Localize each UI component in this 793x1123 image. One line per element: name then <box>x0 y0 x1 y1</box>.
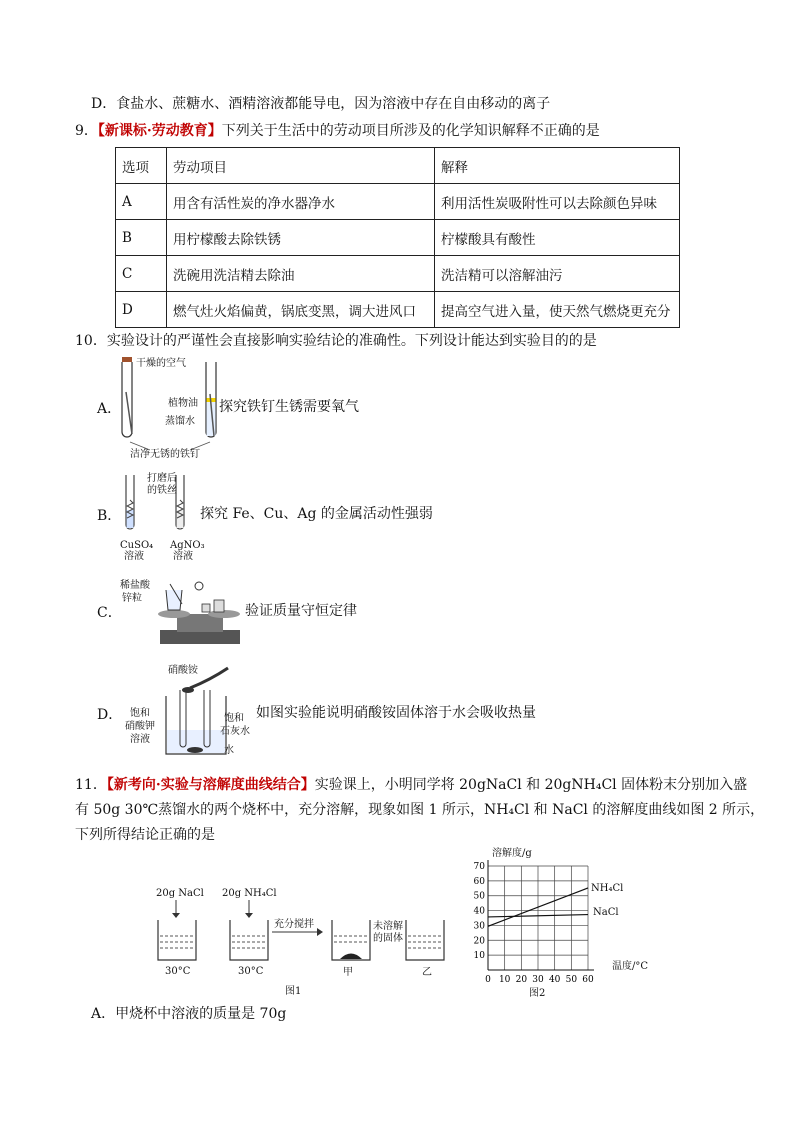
label-cuso4-solution: 溶液 <box>124 551 144 562</box>
q10-d-letter: D． <box>97 707 123 723</box>
beaker-icon <box>230 920 268 960</box>
y-tick-label: 60 <box>473 876 485 887</box>
q9-number: 9． <box>75 123 98 139</box>
spoon-icon <box>190 668 228 688</box>
chart-ylabel: 溶解度/g <box>492 848 532 859</box>
q10-stem: 10．实验设计的严谨性会直接影响实验结论的准确性。下列设计能达到实验目的的是 <box>75 333 597 349</box>
x-tick-label: 0 <box>485 975 491 985</box>
q11-option-a: A．甲烧杯中溶液的质量是 70g <box>91 1006 287 1022</box>
table-row <box>116 220 680 256</box>
label-dry-air: 干燥的空气 <box>136 358 186 369</box>
label-polished: 打磨后 <box>147 473 177 484</box>
beaker-icon <box>158 920 196 960</box>
label-limewater: 石灰水 <box>220 726 250 737</box>
beaker-icon <box>332 920 370 960</box>
label-yi: 乙 <box>422 967 432 978</box>
table-cell: 燃气灶火焰偏黄，锅底变黑，调大进风口 <box>167 292 435 328</box>
q10-b-letter: B． <box>97 508 122 524</box>
label-saturated-2: 饱和 <box>224 713 244 724</box>
figure2-caption: 图2 <box>529 988 546 999</box>
label-kno3: 硝酸钾 <box>125 721 155 732</box>
label-undissolved-1: 未溶解 <box>373 921 403 932</box>
label-iron-wire: 的铁丝 <box>147 485 177 496</box>
figure1-caption: 图1 <box>285 986 302 997</box>
label-stir: 充分搅拌 <box>274 919 314 930</box>
q10-c-balance-diagram <box>152 570 247 658</box>
table-cell: C <box>116 256 167 292</box>
y-tick-label: 70 <box>473 862 485 872</box>
q11-line1 <box>75 776 747 794</box>
balance-base <box>160 630 240 644</box>
label-undissolved-2: 的固体 <box>373 933 403 944</box>
table-row <box>116 256 680 292</box>
table-header-cell: 劳动项目 <box>167 148 435 184</box>
table-cell: A <box>116 184 167 220</box>
label-nh4no3: 硝酸铵 <box>168 665 198 676</box>
table-cell: 用含有活性炭的净水器净水 <box>167 184 435 220</box>
label-distilled-water: 蒸馏水 <box>165 416 195 427</box>
y-tick-label: 40 <box>473 906 485 917</box>
chart-xlabel: 温度/°C <box>612 961 649 972</box>
y-tick-label: 10 <box>473 951 485 962</box>
table-cell: 洗洁精可以溶解油污 <box>435 256 680 292</box>
q9-tag: 【新课标·劳动教育】 <box>97 123 222 139</box>
y-tick-label: 30 <box>473 921 485 932</box>
label-temp-1: 30°C <box>165 966 191 977</box>
q10-a-text: 探究铁钉生锈需要氧气 <box>219 399 359 415</box>
beaker-icon <box>406 920 444 960</box>
table-cell: D <box>116 292 167 328</box>
table-header-cell: 解释 <box>435 148 680 184</box>
q8-option-d: D．食盐水、蔗糖水、酒精溶液都能导电，因为溶液中存在自由移动的离子 <box>91 96 551 112</box>
label-jia: 甲 <box>343 967 353 978</box>
label-kno3-solution: 溶液 <box>130 734 150 745</box>
q10-c-letter: C． <box>97 605 122 621</box>
x-tick-label: 20 <box>515 975 528 985</box>
q10-c-text: 验证质量守恒定律 <box>245 603 357 619</box>
table-cell: 洗碗用洗洁精去除油 <box>167 256 435 292</box>
x-tick-label: 40 <box>548 975 561 985</box>
label-water: 水 <box>224 745 234 756</box>
table-cell: 提高空气进入量，使天然气燃烧更充分 <box>435 292 680 328</box>
q11-tag: 【新考向·实验与溶解度曲线结合】 <box>106 777 315 793</box>
q9-question <box>75 122 600 140</box>
y-tick-label: 20 <box>473 936 485 947</box>
label-zinc: 锌粒 <box>122 593 142 604</box>
x-tick-label: 60 <box>582 975 594 985</box>
legend-nacl: NaCl <box>593 907 619 918</box>
q10-a-letter: A． <box>97 401 122 417</box>
y-tick-label: 50 <box>473 891 485 902</box>
table-row <box>116 184 680 220</box>
q11-line3: 下列所得结论正确的是 <box>75 827 215 843</box>
q9-stem: 下列关于生活中的劳动项目所涉及的化学知识解释不正确的是 <box>221 123 600 139</box>
q9-table <box>115 147 680 328</box>
legend-nh4cl: NH₄Cl <box>591 883 624 894</box>
stopper-icon <box>122 357 132 362</box>
nail-icon <box>126 392 132 434</box>
table-header-row <box>116 148 680 184</box>
table-row <box>116 292 680 328</box>
q11-stem1: 实验课上，小明同学将 20gNaCl 和 20gNH₄Cl 固体粉末分别加入盛 <box>314 777 748 793</box>
q11-number: 11． <box>75 777 107 793</box>
label-agno3-solution: 溶液 <box>173 551 193 562</box>
label-temp-2: 30°C <box>238 966 264 977</box>
table-cell: 柠檬酸具有酸性 <box>435 220 680 256</box>
table-cell: B <box>116 220 167 256</box>
label-agno3: AgNO₃ <box>170 540 205 551</box>
table-header-cell: 选项 <box>116 148 167 184</box>
q10-b-text: 探究 Fe、Cu、Ag 的金属活动性强弱 <box>200 506 433 522</box>
label-20g-nh4cl: 20g NH₄Cl <box>222 888 277 899</box>
x-tick-label: 30 <box>532 975 544 985</box>
label-cuso4: CuSO₄ <box>120 540 154 551</box>
label-oil: 植物油 <box>168 398 198 409</box>
x-tick-label: 50 <box>565 975 578 985</box>
q10-d-text: 如图实验能说明硝酸铵固体溶于水会吸收热量 <box>256 705 536 721</box>
label-clean-nail: 洁净无锈的铁钉 <box>130 449 200 460</box>
label-saturated-1: 饱和 <box>130 708 150 719</box>
q11-line2: 有 50g 30℃蒸馏水的两个烧杯中，充分溶解，现象如图 1 所示，NH₄Cl 和 NaCl 的溶解度曲线如图 2 所示， <box>75 802 765 818</box>
label-20g-nacl: 20g NaCl <box>156 888 204 899</box>
x-tick-label: 10 <box>498 975 511 985</box>
table-cell: 用柠檬酸去除铁锈 <box>167 220 435 256</box>
label-dilute-hcl: 稀盐酸 <box>120 580 150 591</box>
table-cell: 利用活性炭吸附性可以去除颜色异味 <box>435 184 680 220</box>
